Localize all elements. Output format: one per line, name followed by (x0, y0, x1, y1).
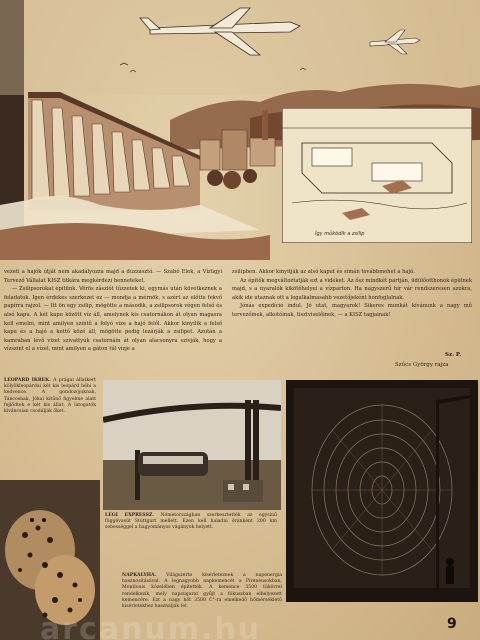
monorail-caption-title: LÉGI EXPRESSZ. (105, 513, 154, 518)
article-paragraph: zsilipben. Akkor kinyitják az alsó kaput és simán továbbmehet a hajó. (232, 269, 415, 275)
leopard-caption (4, 378, 96, 415)
monorail-photo (103, 380, 281, 510)
solar-furnace-photo (286, 380, 478, 602)
leopard-caption-text: A prágai állatkert kölyökleopárdai két kis leopárd bébi a kedvence. A gondozójuknak, Táncosnak, Jókai kitűnő figyelme alatt fejlődtek e két kis állat. A látogatók kíváncsian csodálják őket. (4, 378, 96, 415)
solar-caption-text: Világszerte kísérleteznek a napenergia hasznosításával. A legnagyobb napkemencét a Pireneusokban, Montlouis közelében építették. A kemence 3500 tükörrel rendelkezik, mely napsugarat gyűjt a fókuszban elhelyezett kemencére. Ezt a nagy hőt 3500 C°-ra emelkedő hőmérsékletű kísérletekhez használják fel. (122, 573, 282, 610)
article-column-left (4, 268, 222, 354)
monorail-caption-text: Németországban szerkesztették az egysínű függővasút Stuttgart mellett. Ezen kell haladni óránként 200 km sebességgel a hagyományos vágányok helyett. (105, 513, 277, 531)
lock-diagram (282, 108, 472, 243)
monorail-caption (105, 513, 277, 532)
solar-caption (122, 573, 282, 610)
article-paragraph: vezeti a hajók útját nem akadályozza majd a duzzasztó. — Szabó Elek, a Vízügyi Tervező Vállalat KISZ titkára megkérdezi benneteket. (4, 269, 222, 284)
lock-caption: Így működik a zsilip (315, 231, 365, 237)
article-paragraph: Az építők megváltoztatják ezt a vidéket. Az ősz mindkét partján, üdülőotthonok épülnek majd, s a nyaralók kikötőhelyei a vízparton. Ha nagyszerű hír vár rendszeresen azokra, akik ide utaznak ott a legalkalmasabb vezetőjeként honfoglalnak. (232, 277, 472, 301)
leopard-caption-title: LEOPÁRD IKREK. (4, 378, 51, 383)
watermark: arcanum.hu (40, 612, 262, 640)
article-paragraph: — Zsilipsorokat építünk. Vörös zászlót tűzzetek ki, egymás után következnek a feladatok. Igen érdekes szerkezet ez — mondja a mérnök, s azért az előtte fekvő papírra rajzol. — Itt ön egy zsilip, mögötte a második, a zsilipsorok végen felső és alsó kapu. A két kapu között víz áll, amelynek kis csatornákon át olyan magasra kell emelni, mint amilyen szintű a folyó vize a hajó felől. Akkor kinyílik a felső kapu és a hajó a kettő közé áll, mögötte pedig lezárják a zsilipet. Azután a kamrában lévő vizet szivattyúk csatornáin át olyan alacsonyra szívják, hogy a vízszint el a vízel, mint amilyen a gáton túl vízje a (4, 286, 222, 353)
article-paragraph: Jónás expedíció indul. Jó utat, magyarok! Sikeres munkát kívánunk a nagy mű tervezőinek, alkotóinak, tisztviselőinek, — a KISZ tagjainak! (232, 303, 472, 318)
page-number: 9 (447, 616, 457, 632)
article-column-right (232, 268, 472, 320)
author-signature: Sz. P. (445, 352, 462, 358)
illustrator-credit: Szűcs György rajza (395, 362, 449, 368)
solar-caption-title: NAPKALYHA. (122, 573, 157, 578)
